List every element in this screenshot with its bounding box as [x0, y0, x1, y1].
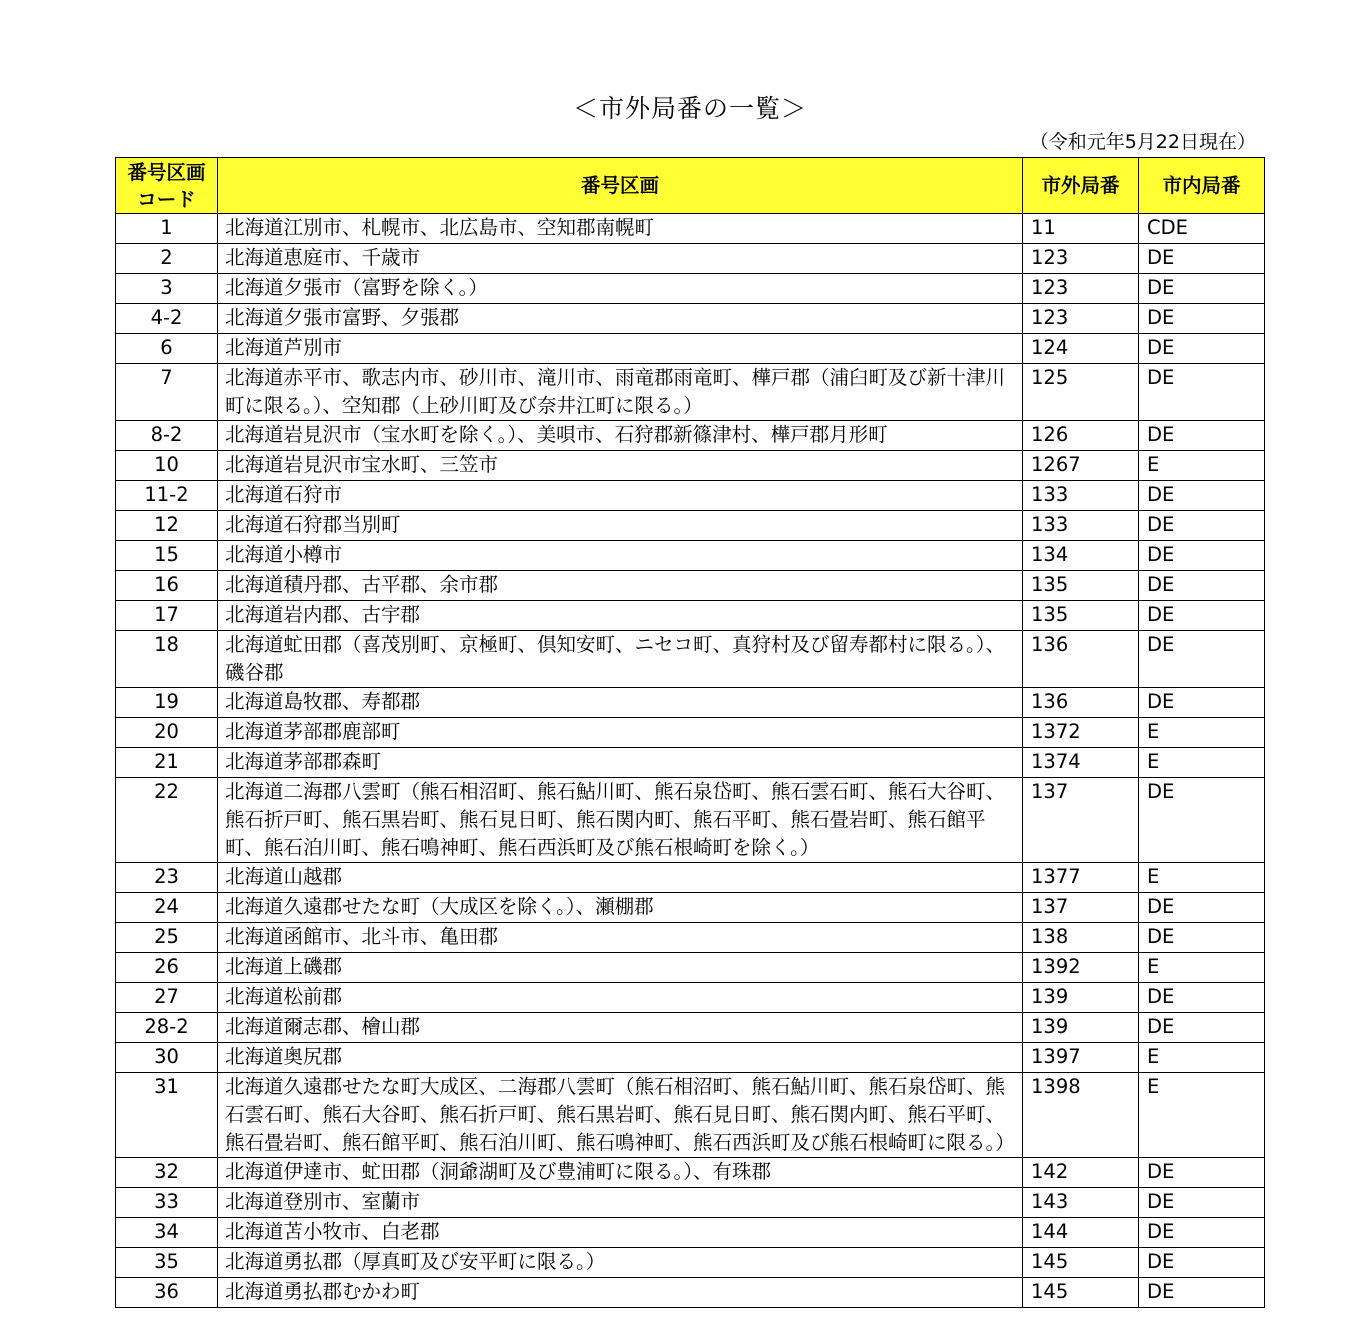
table-row [116, 953, 1265, 983]
cell-area-name: 北海道恵庭市、千歳市 [218, 244, 1023, 274]
cell-local-code: E [1139, 863, 1265, 893]
cell-area-code: 18 [116, 631, 218, 688]
cell-local-code: E [1139, 1043, 1265, 1073]
cell-local-code: DE [1139, 274, 1265, 304]
cell-area-code: 1 [116, 214, 218, 244]
table-row [116, 983, 1265, 1013]
cell-ext-code: 1267 [1023, 451, 1139, 481]
cell-area-name: 北海道茅部郡森町 [218, 748, 1023, 778]
cell-ext-code: 1377 [1023, 863, 1139, 893]
cell-area-name: 北海道久遠郡せたな町大成区、二海郡八雲町（熊石相沼町、熊石鮎川町、熊石泉岱町、熊石雲石町、熊石大谷町、熊石折戸町、熊石黒岩町、熊石見日町、熊石関内町、熊石平町、熊石畳岩町、熊石館平町、熊石泊川町、熊石鳴神町、熊石西浜町及び熊石根崎町に限る。） [218, 1073, 1023, 1158]
cell-ext-code: 1372 [1023, 718, 1139, 748]
cell-area-name: 北海道茅部郡鹿部町 [218, 718, 1023, 748]
cell-local-code: DE [1139, 244, 1265, 274]
table-row [116, 601, 1265, 631]
table-row [116, 688, 1265, 718]
cell-local-code: DE [1139, 1188, 1265, 1218]
cell-ext-code: 11 [1023, 214, 1139, 244]
cell-local-code: E [1139, 1073, 1265, 1158]
table-row [116, 923, 1265, 953]
cell-local-code: DE [1139, 334, 1265, 364]
cell-local-code: DE [1139, 511, 1265, 541]
cell-area-code: 4-2 [116, 304, 218, 334]
cell-local-code: DE [1139, 1158, 1265, 1188]
cell-area-code: 34 [116, 1218, 218, 1248]
header-ext-code: 市外局番 [1023, 158, 1139, 214]
table-row [116, 451, 1265, 481]
cell-area-code: 25 [116, 923, 218, 953]
cell-ext-code: 1397 [1023, 1043, 1139, 1073]
cell-area-code: 30 [116, 1043, 218, 1073]
table-row [116, 748, 1265, 778]
cell-area-name: 北海道積丹郡、古平郡、余市郡 [218, 571, 1023, 601]
cell-local-code: E [1139, 748, 1265, 778]
cell-local-code: DE [1139, 778, 1265, 863]
cell-local-code: DE [1139, 923, 1265, 953]
as-of-date: （令和元年5月22日現在） [1029, 131, 1256, 153]
cell-local-code: DE [1139, 983, 1265, 1013]
cell-area-name: 北海道夕張市富野、夕張郡 [218, 304, 1023, 334]
cell-area-code: 10 [116, 451, 218, 481]
cell-ext-code: 126 [1023, 421, 1139, 451]
cell-area-name: 北海道松前郡 [218, 983, 1023, 1013]
cell-ext-code: 142 [1023, 1158, 1139, 1188]
cell-area-name: 北海道久遠郡せたな町（大成区を除く。）、瀬棚郡 [218, 893, 1023, 923]
cell-area-code: 15 [116, 541, 218, 571]
table-row [116, 631, 1265, 688]
table-row [116, 1043, 1265, 1073]
cell-area-name: 北海道函館市、北斗市、亀田郡 [218, 923, 1023, 953]
table-row [116, 1013, 1265, 1043]
cell-ext-code: 134 [1023, 541, 1139, 571]
cell-local-code: DE [1139, 1248, 1265, 1278]
cell-ext-code: 138 [1023, 923, 1139, 953]
cell-area-name: 北海道芦別市 [218, 334, 1023, 364]
cell-area-name: 北海道岩内郡、古宇郡 [218, 601, 1023, 631]
cell-area-name: 北海道岩見沢市（宝水町を除く。）、美唄市、石狩郡新篠津村、樺戸郡月形町 [218, 421, 1023, 451]
cell-area-code: 36 [116, 1278, 218, 1308]
cell-area-code: 28-2 [116, 1013, 218, 1043]
cell-area-name: 北海道爾志郡、檜山郡 [218, 1013, 1023, 1043]
table-row [116, 304, 1265, 334]
table-row [116, 481, 1265, 511]
cell-area-name: 北海道赤平市、歌志内市、砂川市、滝川市、雨竜郡雨竜町、樺戸郡（浦臼町及び新十津川町に限る。）、空知郡（上砂川町及び奈井江町に限る。） [218, 364, 1023, 421]
cell-ext-code: 136 [1023, 631, 1139, 688]
cell-area-name: 北海道岩見沢市宝水町、三笠市 [218, 451, 1023, 481]
cell-area-name: 北海道山越郡 [218, 863, 1023, 893]
cell-area-code: 27 [116, 983, 218, 1013]
table-row [116, 778, 1265, 863]
cell-area-name: 北海道虻田郡（喜茂別町、京極町、倶知安町、ニセコ町、真狩村及び留寿都村に限る。）、磯谷郡 [218, 631, 1023, 688]
cell-area-code: 6 [116, 334, 218, 364]
cell-local-code: E [1139, 953, 1265, 983]
table-row [116, 511, 1265, 541]
table-row [116, 1188, 1265, 1218]
cell-area-code: 7 [116, 364, 218, 421]
cell-area-name: 北海道小樽市 [218, 541, 1023, 571]
table-row [116, 214, 1265, 244]
cell-ext-code: 1398 [1023, 1073, 1139, 1158]
table-row [116, 274, 1265, 304]
cell-local-code: DE [1139, 601, 1265, 631]
cell-ext-code: 124 [1023, 334, 1139, 364]
header-local-code: 市内局番 [1139, 158, 1265, 214]
table-header-row [116, 158, 1265, 214]
cell-ext-code: 137 [1023, 893, 1139, 923]
cell-local-code: DE [1139, 541, 1265, 571]
cell-ext-code: 125 [1023, 364, 1139, 421]
table-row [116, 244, 1265, 274]
cell-ext-code: 139 [1023, 1013, 1139, 1043]
table-row [116, 1278, 1265, 1308]
cell-ext-code: 143 [1023, 1188, 1139, 1218]
cell-local-code: DE [1139, 304, 1265, 334]
cell-ext-code: 135 [1023, 601, 1139, 631]
cell-area-name: 北海道二海郡八雲町（熊石相沼町、熊石鮎川町、熊石泉岱町、熊石雲石町、熊石大谷町、熊石折戸町、熊石黒岩町、熊石見日町、熊石関内町、熊石平町、熊石畳岩町、熊石館平町、熊石泊川町、熊石鳴神町、熊石西浜町及び熊石根崎町を除く。） [218, 778, 1023, 863]
table-row [116, 571, 1265, 601]
cell-area-code: 23 [116, 863, 218, 893]
table-row [116, 893, 1265, 923]
cell-local-code: DE [1139, 1218, 1265, 1248]
cell-ext-code: 123 [1023, 244, 1139, 274]
cell-local-code: DE [1139, 364, 1265, 421]
cell-area-name: 北海道上磯郡 [218, 953, 1023, 983]
cell-ext-code: 133 [1023, 481, 1139, 511]
cell-area-name: 北海道石狩郡当別町 [218, 511, 1023, 541]
table-row [116, 364, 1265, 421]
table-row [116, 718, 1265, 748]
cell-ext-code: 145 [1023, 1248, 1139, 1278]
cell-ext-code: 133 [1023, 511, 1139, 541]
header-area: 番号区画 [218, 158, 1023, 214]
header-area-code-line1: 番号区画 [127, 160, 206, 184]
cell-area-code: 11-2 [116, 481, 218, 511]
cell-local-code: CDE [1139, 214, 1265, 244]
cell-local-code: DE [1139, 571, 1265, 601]
page-title: ＜市外局番の一覧＞ [572, 94, 807, 123]
cell-ext-code: 139 [1023, 983, 1139, 1013]
header-area-code-line2: コード [137, 187, 196, 211]
cell-local-code: DE [1139, 631, 1265, 688]
cell-area-code: 16 [116, 571, 218, 601]
cell-local-code: E [1139, 718, 1265, 748]
cell-area-code: 19 [116, 688, 218, 718]
cell-area-name: 北海道夕張市（富野を除く。） [218, 274, 1023, 304]
cell-ext-code: 1374 [1023, 748, 1139, 778]
cell-ext-code: 135 [1023, 571, 1139, 601]
table-row [116, 1218, 1265, 1248]
cell-area-code: 21 [116, 748, 218, 778]
cell-local-code: DE [1139, 1278, 1265, 1308]
cell-area-code: 2 [116, 244, 218, 274]
table-row [116, 1158, 1265, 1188]
cell-area-name: 北海道伊達市、虻田郡（洞爺湖町及び豊浦町に限る。）、有珠郡 [218, 1158, 1023, 1188]
cell-area-name: 北海道苫小牧市、白老郡 [218, 1218, 1023, 1248]
table-row [116, 541, 1265, 571]
cell-ext-code: 145 [1023, 1278, 1139, 1308]
cell-local-code: DE [1139, 893, 1265, 923]
cell-area-name: 北海道勇払郡（厚真町及び安平町に限る。） [218, 1248, 1023, 1278]
cell-local-code: DE [1139, 481, 1265, 511]
table-row [116, 1248, 1265, 1278]
cell-area-code: 26 [116, 953, 218, 983]
cell-area-name: 北海道石狩市 [218, 481, 1023, 511]
cell-area-code: 12 [116, 511, 218, 541]
cell-area-name: 北海道勇払郡むかわ町 [218, 1278, 1023, 1308]
cell-ext-code: 123 [1023, 304, 1139, 334]
header-area-code [116, 158, 218, 214]
cell-area-code: 3 [116, 274, 218, 304]
cell-area-name: 北海道登別市、室蘭市 [218, 1188, 1023, 1218]
cell-local-code: DE [1139, 1013, 1265, 1043]
cell-area-code: 35 [116, 1248, 218, 1278]
cell-area-code: 17 [116, 601, 218, 631]
cell-area-name: 北海道江別市、札幌市、北広島市、空知郡南幌町 [218, 214, 1023, 244]
cell-local-code: DE [1139, 688, 1265, 718]
cell-area-code: 31 [116, 1073, 218, 1158]
cell-ext-code: 144 [1023, 1218, 1139, 1248]
cell-area-name: 北海道奥尻郡 [218, 1043, 1023, 1073]
cell-ext-code: 136 [1023, 688, 1139, 718]
table-row [116, 421, 1265, 451]
table-row [116, 1073, 1265, 1158]
cell-area-code: 22 [116, 778, 218, 863]
cell-ext-code: 123 [1023, 274, 1139, 304]
cell-area-code: 20 [116, 718, 218, 748]
area-code-table [115, 157, 1265, 1308]
cell-area-code: 8-2 [116, 421, 218, 451]
table-row [116, 334, 1265, 364]
cell-area-code: 24 [116, 893, 218, 923]
cell-local-code: E [1139, 451, 1265, 481]
cell-area-name: 北海道島牧郡、寿都郡 [218, 688, 1023, 718]
cell-ext-code: 137 [1023, 778, 1139, 863]
cell-ext-code: 1392 [1023, 953, 1139, 983]
cell-local-code: DE [1139, 421, 1265, 451]
cell-area-code: 33 [116, 1188, 218, 1218]
table-row [116, 863, 1265, 893]
cell-area-code: 32 [116, 1158, 218, 1188]
